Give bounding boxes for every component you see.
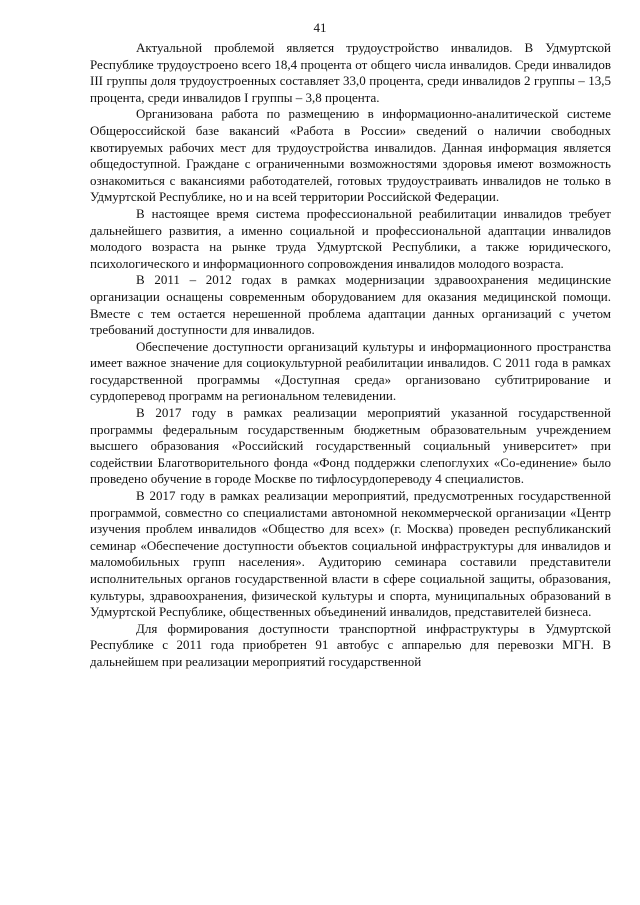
- paragraph-vacancy-database: Организована работа по размещению в информационно-аналитической системе Общероссийской базе вакансий «Работа в России» сведений о наличии свободных квотируемых рабочих мест для трудоустройства инвалидов. Данная информация является общедоступной. Граждане с ограниченными возможностями здоровья имеют возможность ознакомиться с вакансиями работодателей, готовых трудоустраивать инвалидов не только в Удмуртской Республике, но и на всей территории Российской Федерации.: [90, 106, 611, 205]
- paragraph-healthcare: В 2011 – 2012 годах в рамках модернизации здравоохранения медицинские организации оснащены современным оборудованием для оказания медицинской помощи. Вместе с тем остается нерешенной проблема адаптации данных организаций с учетом требований доступности для инвалидов.: [90, 272, 611, 338]
- paragraph-rehabilitation: В настоящее время система профессиональной реабилитации инвалидов требует дальнейшего развития, а именно социальной и профессиональной адаптации инвалидов молодого возраста на рынке труда Удмуртской Республики, а также юридического, психологического и информационного сопровождения инвалидов молодого возраста.: [90, 205, 611, 271]
- paragraph-seminar-2017: В 2017 году в рамках реализации мероприятий, предусмотренных государственной программой, совместно со специалистами автономной некоммерческой организации «Центр изучения проблем инвалидов «Общество для всех» (г. Москва) проведен республиканский семинар «Обеспечение доступности объектов социальной инфраструктуры для инвалидов и маломобильных групп населения». Аудиторию семинара составили представители исполнительных органов государственной власти в сфере социальной защиты, образования, культуры, здравоохранения, физической культуры и спорта, муниципальных образований в Удмуртской Республике, общественных объединений инвалидов, представителей бизнеса.: [90, 488, 611, 620]
- page-number: 41: [313, 20, 327, 35]
- paragraph-employment: Актуальной проблемой является трудоустройство инвалидов. В Удмуртской Республике трудоустроено всего 18,4 процента от общего числа инвалидов. Среди инвалидов III группы доля трудоустроенных составляет 33,0 процента, среди инвалидов 2 группы – 13,5 процента, среди инвалидов I группы – 3,8 процента.: [90, 40, 611, 105]
- document-body: [90, 40, 611, 671]
- paragraph-training-2017: В 2017 году в рамках реализации мероприятий указанной государственной программы федеральным государственным бюджетным образовательным учреждением высшего образования «Российский государственный социальный университет» при содействии Благотворительного фонда «Фонд поддержки слепоглухих «Со-единение» было проведено обучение в городе Москве по тифлосурдопереводу 4 специалистов.: [90, 405, 611, 487]
- paragraph-transport: Для формирования доступности транспортной инфраструктуры в Удмуртской Республике с 2011 года приобретен 91 автобус с аппарелью для перевозки МГН. В дальнейшем при реализации мероприятий государственной: [90, 620, 611, 669]
- paragraph-culture-access: Обеспечение доступности организаций культуры и информационного пространства имеет важное значение для социокультурной реабилитации инвалидов. С 2011 года в рамках государственной программы «Доступная среда» организовано субтитрирование и сурдоперевод программ на региональном телевидении.: [90, 338, 611, 404]
